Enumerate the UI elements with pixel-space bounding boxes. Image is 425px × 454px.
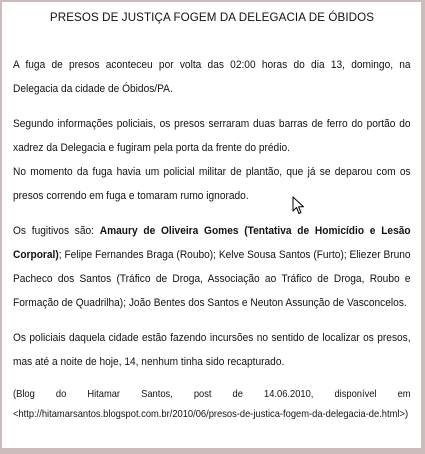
paragraph-fugitives [13, 219, 411, 315]
fugitives-list: ; Felipe Fernandes Braga (Roubo); Kelve Sousa Santos (Furto); Eliezer Bruno Pacheco dos Santos (Tráfico de Droga, Associação ao Tráfico de Droga, Roubo e Formação de Quadrilha); João Bentes dos Santos e Neuton Assunção de Vasconcelos. [13, 249, 411, 309]
fugitive-first-name: Amaury de Oliveira Gomes (Tentativa de Homicídio e Lesão Corporal) [13, 225, 411, 261]
document-page [2, 2, 421, 448]
paragraph-police-info: Segundo informações policiais, os presos serraram duas barras de ferro do portão do xadrez da Delegacia e fugiram pela porta da frente do prédio. [13, 118, 411, 154]
document-title: PRESOS DE JUSTIÇA FOGEM DA DELEGACIA DE ÓBIDOS [49, 11, 375, 24]
paragraph-escape-time: A fuga de presos aconteceu por volta das 02:00 horas do dia 13, domingo, na Delegacia da cidade de Óbidos/PA. [13, 59, 411, 95]
mouse-pointer-icon [292, 196, 306, 216]
paragraph-recapture-status: Os policiais daquela cidade estão fazendo incursões no sentido de localizar os presos, mas até a noite de hoje, 14, nenhum tinha sido recapturado. [13, 332, 411, 368]
citation: (Blog do Hitamar Santos, post de 14.06.2010, disponível em <http://hitamarsantos.blogspot.com.br/2010/06/presos-de-justica-fogem-da-delegacia-de.html>) [13, 389, 411, 420]
fugitives-intro: Os fugitivos são: [13, 225, 100, 237]
paragraph-guard-on-duty: No momento da fuga havia um policial militar de plantão, que já se deparou com os presos correndo em fuga e tomaram rumo ignorado. [13, 166, 411, 202]
